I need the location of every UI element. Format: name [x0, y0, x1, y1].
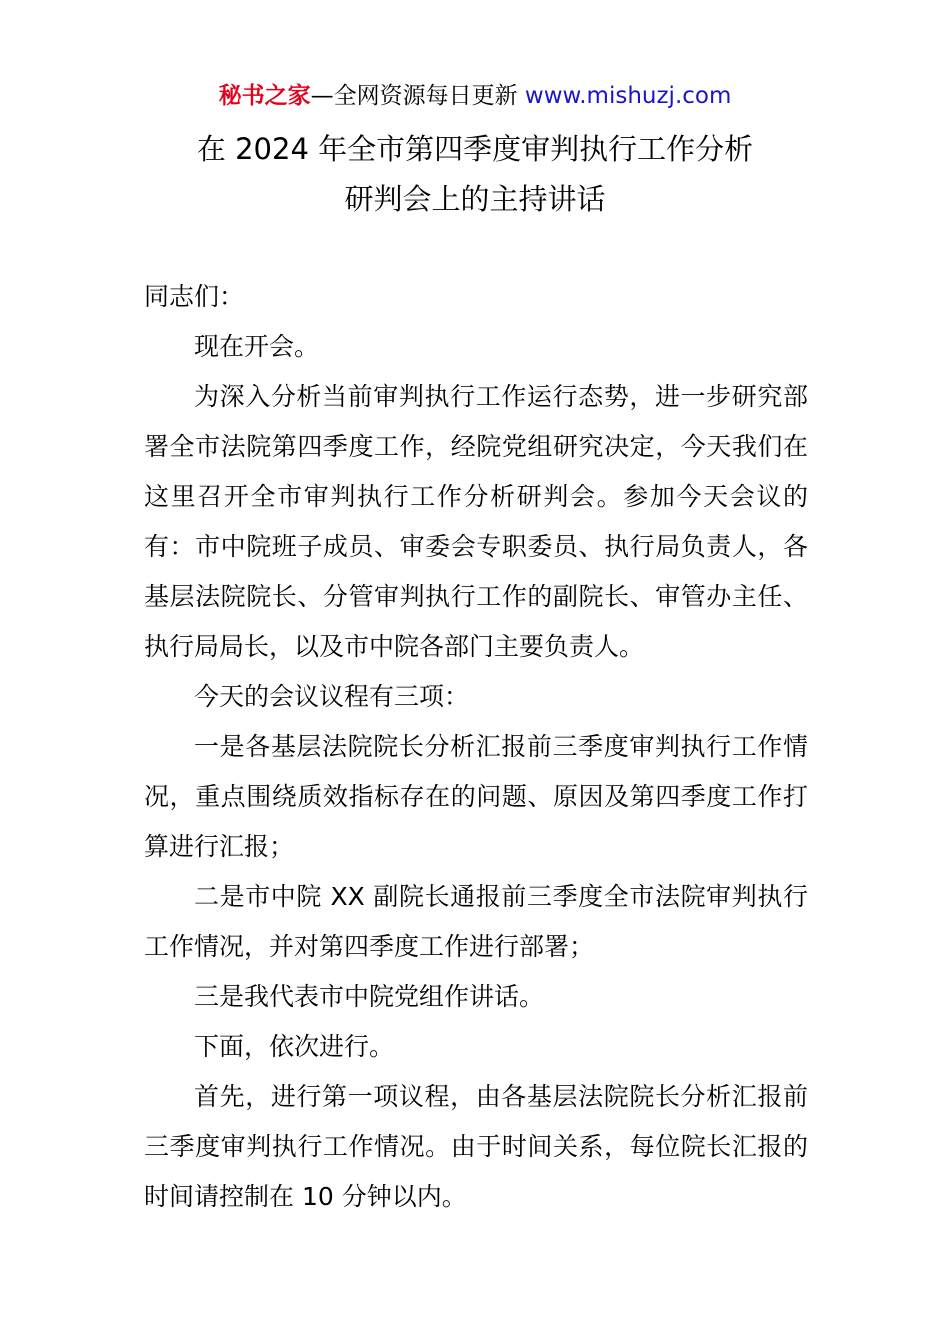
salutation: 同志们： [144, 282, 245, 311]
paragraph-first-item: 首先，进行第一项议程，由各基层法院院长分析汇报前三季度审判执行工作情况。由于时间关系，每位院长汇报的时间请控制在 10 分钟以内。 [144, 1082, 808, 1211]
site-tagline: —全网资源每日更新 [310, 83, 518, 109]
paragraph-agenda-item-2: 二是市中院 XX 副院长通报前三季度全市法院审判执行工作情况，并对第四季度工作进行部署； [144, 882, 808, 961]
title-line-2: 研判会上的主持讲话 [344, 182, 606, 216]
title-line-1: 在 2024 年全市第四季度审判执行工作分析 [196, 132, 754, 166]
paragraph-agenda-item-1: 一是各基层法院院长分析汇报前三季度审判执行工作情况，重点围绕质效指标存在的问题、原因及第四季度工作打算进行汇报； [144, 732, 808, 861]
document-body [144, 272, 808, 1222]
paragraph-agenda-item-3: 三是我代表市中院党组作讲话。 [194, 982, 545, 1011]
paragraph-purpose: 为深入分析当前审判执行工作运行态势，进一步研究部署全市法院第四季度工作，经院党组研究决定，今天我们在这里召开全市审判执行工作分析研判会。参加今天会议的有：市中院班子成员、审委会专职委员、执行局负责人，各基层法院院长、分管审判执行工作的副院长、审管办主任、执行局局长，以及市中院各部门主要负责人。 [144, 382, 808, 661]
site-brand: 秘书之家 [218, 83, 311, 109]
paragraph-agenda-intro: 今天的会议议程有三项： [194, 682, 470, 711]
paragraph-proceed: 下面，依次进行。 [194, 1032, 395, 1061]
site-url-link[interactable]: www.mishuzj.com [524, 83, 732, 109]
document-title [0, 124, 950, 224]
site-header [0, 80, 950, 112]
paragraph-open: 现在开会。 [194, 332, 320, 361]
